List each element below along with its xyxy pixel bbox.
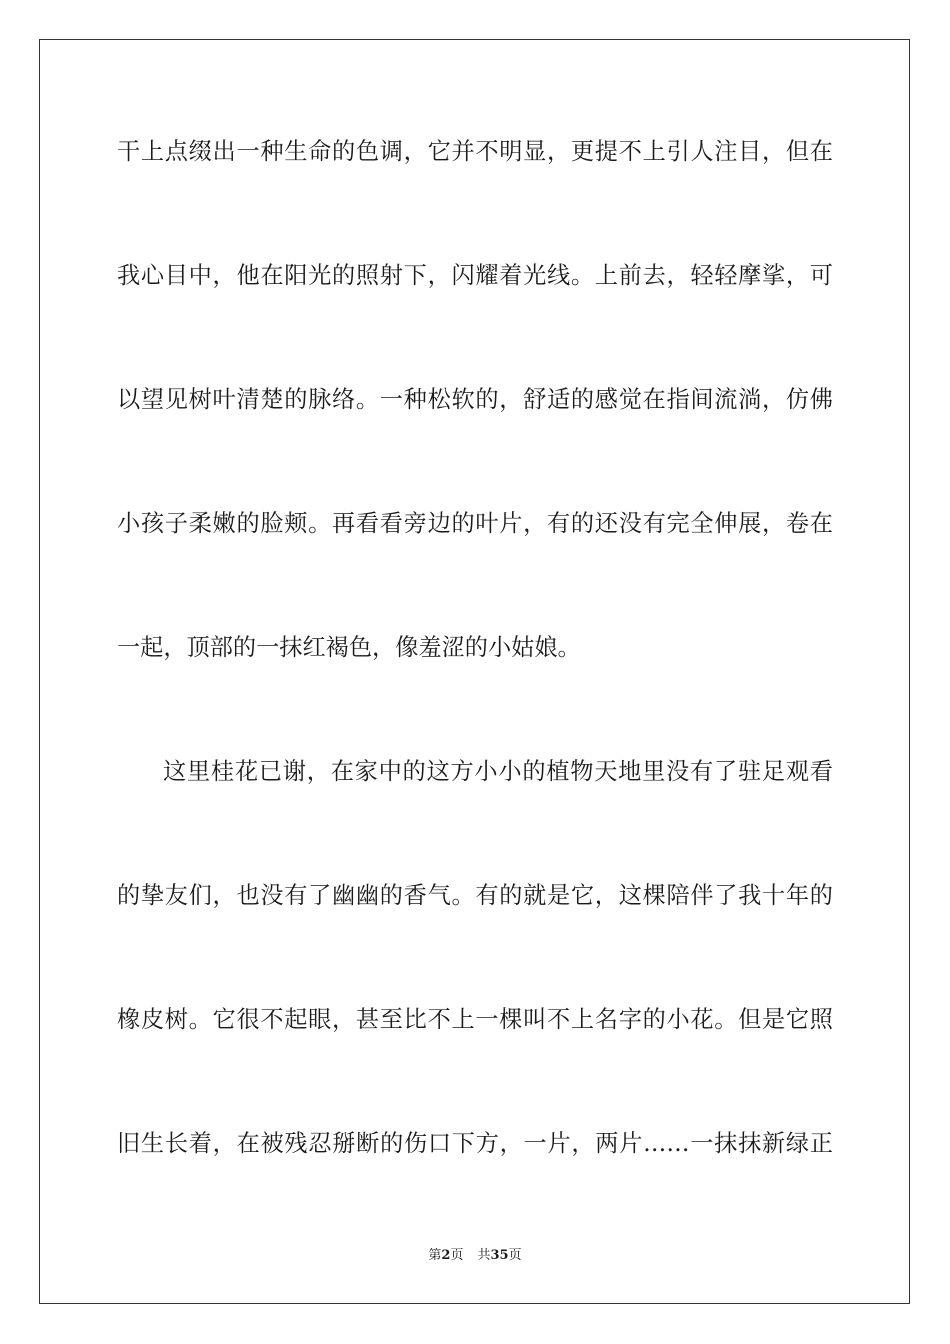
page-border [39,39,910,1304]
text-line-5: 一起，顶部的一抹红褐色，像羞涩的小姑娘。 [117,634,581,661]
text-line-9: 旧生长着，在被残忍掰断的伤口下方，一片，两片……一抹抹新绿正 [117,1130,833,1157]
page-label: 页 [450,1248,464,1263]
text-line-2: 我心目中，他在阳光的照射下，闪耀着光线。上前去，轻轻摩挲，可 [117,262,833,289]
page-prefix: 第 [428,1248,442,1263]
text-line-1: 干上点缀出一种生命的色调，它并不明显，更提不上引人注目，但在 [117,138,833,165]
total-suffix: 页 [508,1248,522,1263]
text-line-3: 以望见树叶清楚的脉络。一种松软的，舒适的感觉在指间流淌，仿佛 [117,386,833,413]
text-line-6: 这里桂花已谢，在家中的这方小小的植物天地里没有了驻足观看 [163,758,833,785]
page-current: 2 [441,1248,451,1263]
page-total: 35 [490,1248,509,1263]
total-prefix: 共 [477,1248,491,1263]
text-line-8: 橡皮树。它很不起眼，甚至比不上一棵叫不上名字的小花。但是它照 [117,1006,833,1033]
text-line-4: 小孩子柔嫩的脸颊。再看看旁边的叶片，有的还没有完全伸展，卷在 [117,510,833,537]
page-footer [0,1247,950,1265]
text-line-7: 的挚友们，也没有了幽幽的香气。有的就是它，这棵陪伴了我十年的 [117,882,833,909]
